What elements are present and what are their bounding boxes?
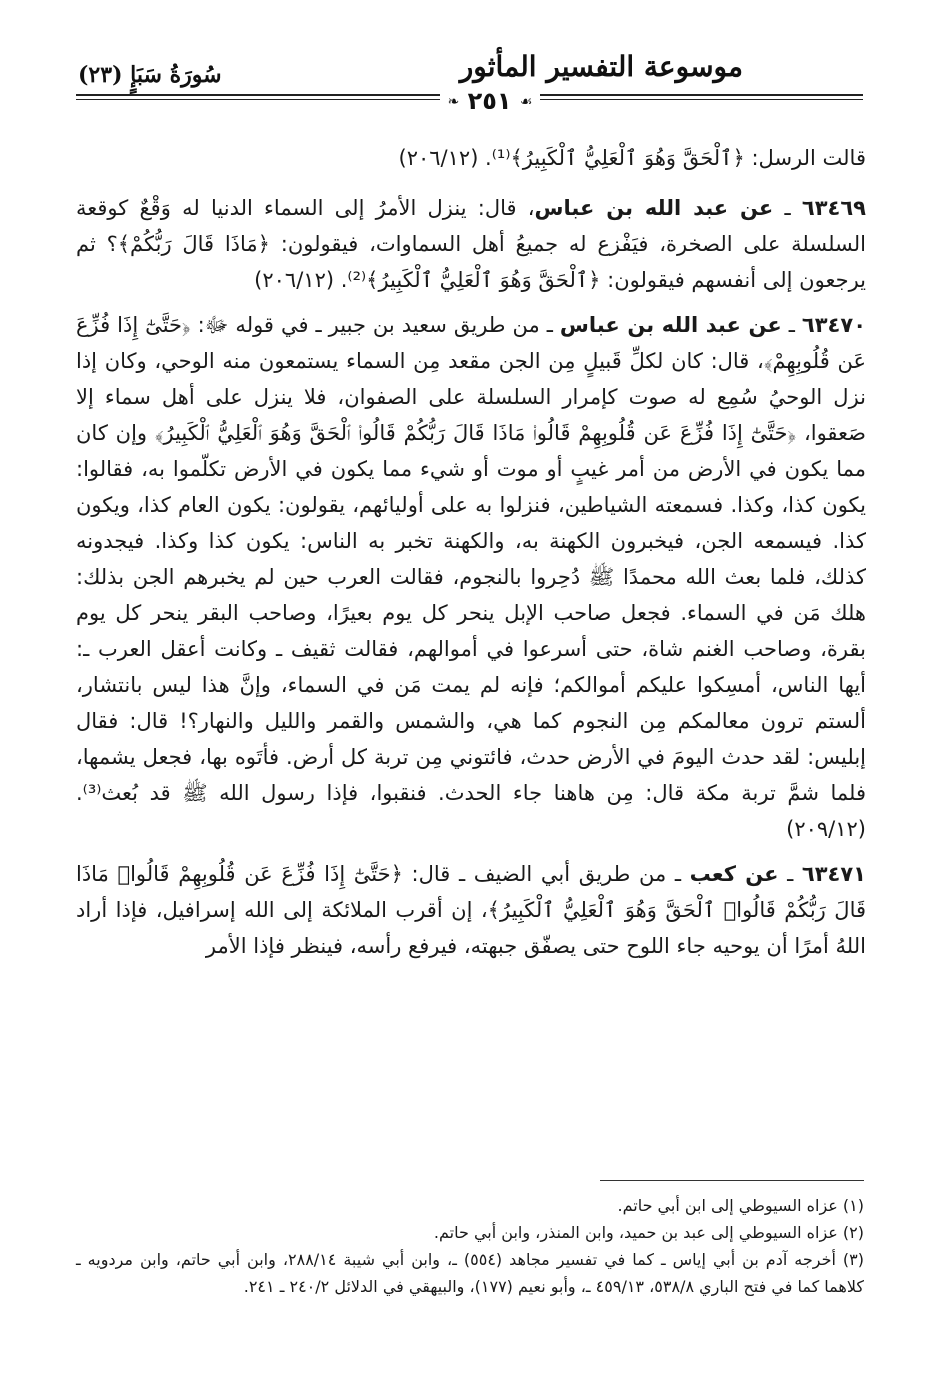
dash: ـ [781, 313, 795, 337]
hadith-number: ٦٣٤٧١ [801, 862, 866, 886]
hadith-narrator: عن عبد الله بن عباس [559, 313, 782, 337]
hadith-text: ، قال: ينزل الأمرُ إلى السماء الدنيا له وَقْعٌ كوقعة السلسلة على الصخرة، فيَفْزع له جميعُ أهل السماوات، فيقولون: ﴿مَاذَا قَالَ رَبُّكُمْ﴾؟ ثم يرجعون إلى أنفسهم فيقولون: ﴿ٱلْحَقَّ وَهُوَ ٱلْعَلِيُّ ٱلْكَبِيرُ﴾⁽²⁾. (٢٠٦/١٢) [76, 196, 866, 292]
hadith-narrator: عن كعب [689, 862, 779, 886]
main-text [76, 140, 866, 973]
paragraph-text: قالت الرسل: ﴿ٱلْحَقَّ وَهُوَ ٱلْعَلِيُّ ٱلْكَبِيرُ﴾⁽¹⁾. (٢٠٦/١٢) [398, 146, 866, 170]
hadith-paragraph [76, 856, 866, 964]
dash: ـ [778, 862, 794, 886]
paragraph-continuation [76, 140, 866, 176]
surah-label: سُورَةُ سَبَإٍ (٢٣) [78, 62, 222, 88]
ornament-icon: ❧ [447, 94, 460, 110]
page-number-box [440, 86, 540, 116]
footnote: (١) عزاه السيوطي إلى ابن أبي حاتم. [617, 1196, 864, 1215]
page-number: ٢٥١ [467, 87, 512, 115]
hadith-text: ـ من طريق سعيد بن جبير ـ في قوله ﷻ: ﴿حَتَّىٰٓ إِذَا فُزِّعَ عَن قُلُوبِهِمْ﴾، قال: كان لكلِّ قَبيلٍ مِن الجن مقعد مِن السماء يستمعون منه الوحي، وكان إذا نزل الوحيُ سُمِع له صوت كإمرار السلسلة على الصفوان، فلا ينزل على أهل سماء إلا صَعقوا، ﴿حَتَّىٰٓ إِذَا فُزِّعَ عَن قُلُوبِهِمْ قَالُوا۟ مَاذَا قَالَ رَبُّكُمْ قَالُوا۟ ٱلْحَقَّ وَهُوَ ٱلْعَلِيُّ ٱلْكَبِيرُ﴾ وإن كان مما يكون في الأرض من أمر غيبٍ أو موت أو شيء مما يكون في الأرض تكلّموا به، فقالوا: يكون كذا، وكذا. فسمعته الشياطين، فنزلوا به على أوليائهم، يقولون: يكون العام كذا، ويكون كذا. فيسمعه الجن، فيخبرون الكهنة به، والكهنة تخبر به الناس: يكون كذا وكذا. فيجدونه كذلك، فلما بعث الله محمدًا ﷺ دُحِروا بالنجوم، فقالت العرب حين لم يخبرهم الجن بذلك: هلك مَن في السماء. فجعل صاحب الإبل ينحر كل يوم بعيرًا، وصاحب البقر ينحر كل يوم بقرة، وصاحب الغنم شاة، حتى أسرعوا في أموالهم، فقالت ثقيف ـ وكانت أعقل العرب ـ: أيها الناس، أمسِكوا عليكم أموالكم؛ فإنه لم يمت مَن في السماء، وإنَّ هذا ليس بانتشار، ألستم ترون معالمكم مِن النجوم كما هي، والشمس والقمر والليل والنهار؟! قال: فقال إبليس: لقد حدث اليومَ في الأرض حدث، فائتوني مِن تربة كل أرض. فأتَوه بها، فجعل يشمها، فلما شمَّ تربة مكة قال: مِن هاهنا جاء الحدث. فنقبوا، فإذا رسول الله ﷺ قد بُعث⁽³⁾. (٢٠٩/١٢) [76, 313, 866, 841]
dash: ـ [773, 196, 791, 220]
hadith-number: ٦٣٤٦٩ [801, 196, 866, 220]
hadith-text: ـ من طريق أبي الضيف ـ قال: ﴿حَتَّىٰٓ إِذَا فُزِّعَ عَن قُلُوبِهِمْ قَالُوا۟ مَاذَا قَالَ رَبُّكُمْ قَالُوا۟ ٱلْحَقَّ وَهُوَ ٱلْعَلِيُّ ٱلْكَبِيرُ﴾، إن أقرب الملائكة إلى الله إسرافيل، فإذا أراد اللهُ أمرًا أن يوحيه جاء اللوح حتى يصفّق جبهته، فيرفع رأسه، فينظر فإذا الأمر [76, 862, 866, 958]
hadith-paragraph [76, 307, 866, 847]
footnote-separator [600, 1180, 864, 1181]
hadith-number: ٦٣٤٧٠ [801, 313, 867, 337]
hadith-paragraph [76, 190, 866, 298]
ornament-icon: ☙ [519, 94, 533, 110]
hadith-narrator: عن عبد الله بن عباس [534, 196, 774, 220]
footnotes [76, 1192, 864, 1300]
footnote: (٣) أخرجه آدم بن أبي إياس ـ كما في تفسير مجاهد (٥٥٤) ـ، وابن أبي شيبة ٢٨٨/١٤، وابن أبي حاتم، وابن مردويه ـ كلاهما كما في فتح الباري ٥٣٨/٨، ٤٥٩/١٣ ـ، وأبو نعيم (١٧٧)، والبيهقي في الدلائل ٢٤٠/٢ ـ ٢٤١. [76, 1250, 864, 1296]
book-title: موسوعة التفسير المأثور [459, 50, 743, 83]
footnote: (٢) عزاه السيوطي إلى عبد بن حميد، وابن المنذر، وابن أبي حاتم. [433, 1223, 864, 1242]
